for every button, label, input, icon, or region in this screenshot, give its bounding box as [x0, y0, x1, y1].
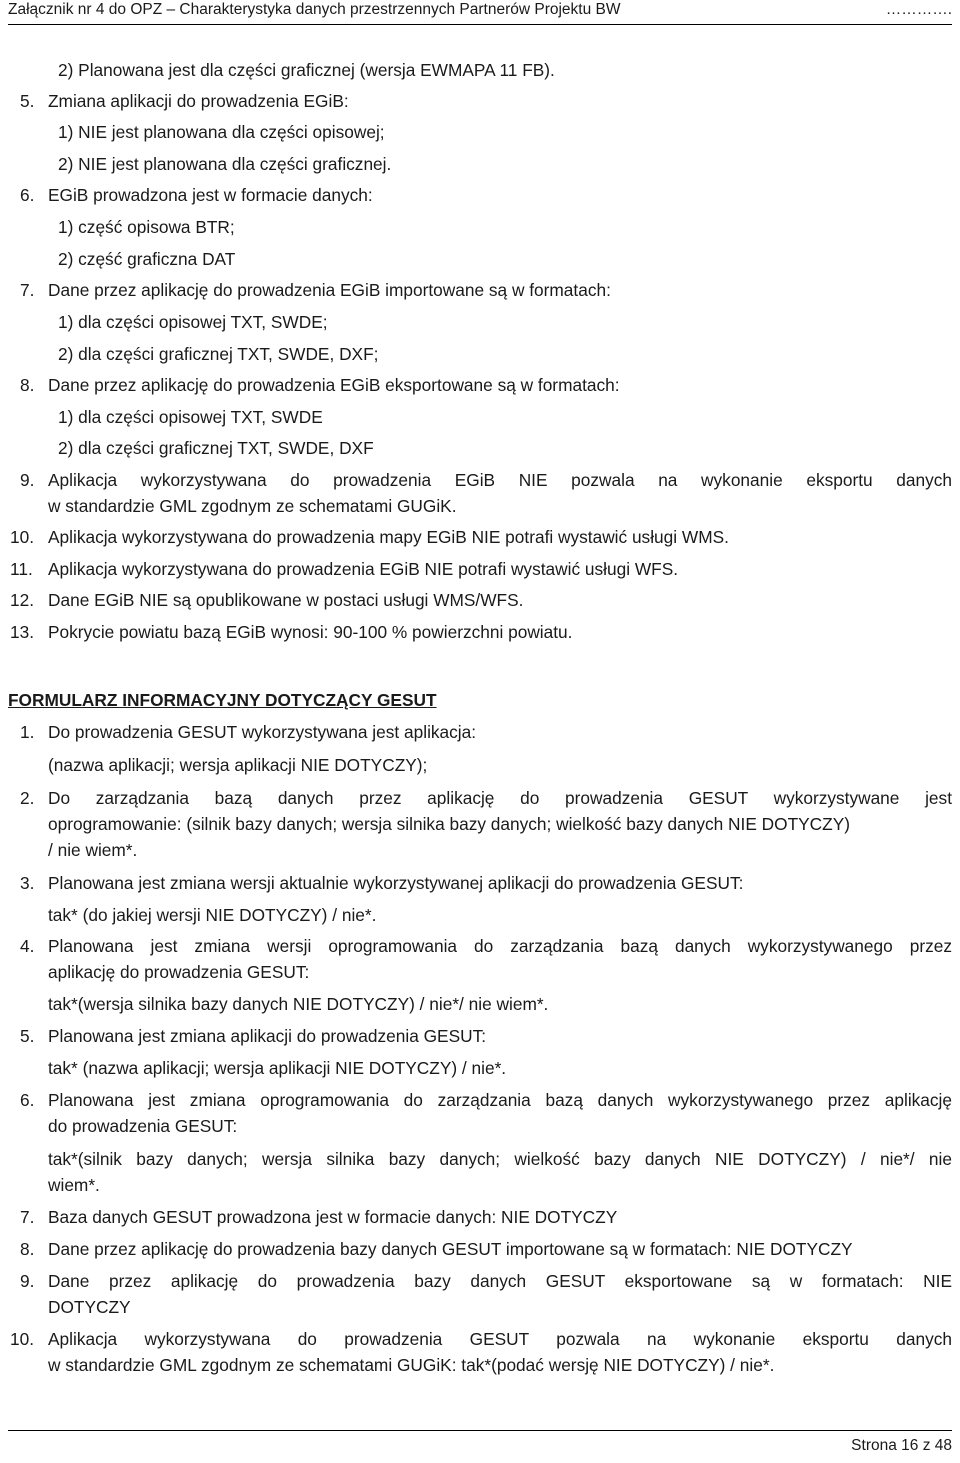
header-dots: …………. [885, 1, 952, 18]
gesut-item-6-line2: do prowadzenia GESUT: [48, 1116, 238, 1136]
egib-item-5a: 1) NIE jest planowana dla części opisowej; [58, 122, 385, 142]
egib-item-9-line2: w standardzie GML zgodnym ze schematami GUGiK. [48, 496, 457, 516]
list-number: 12. [10, 590, 35, 610]
egib-item-8b: 2) dla części graficznej TXT, SWDE, DXF [58, 438, 374, 458]
egib-item-7: Dane przez aplikację do prowadzenia EGiB importowane są w formatach: [48, 280, 611, 300]
list-number: 13. [10, 622, 35, 642]
egib-item-12: Dane EGiB NIE są opublikowane w postaci usługi WMS/WFS. [48, 590, 524, 610]
egib-item-5b: 2) NIE jest planowana dla części graficznej. [58, 154, 392, 174]
list-number: 2. [20, 788, 35, 808]
gesut-item-4-detail: tak*(wersja silnika bazy danych NIE DOTYCZY) / nie*/ nie wiem*. [48, 994, 549, 1014]
list-number: 8. [20, 1239, 35, 1259]
gesut-item-9-line1: Dane przez aplikację do prowadzenia bazy danych GESUT eksportowane są w formatach: NIE [48, 1271, 952, 1291]
gesut-item-5-detail: tak* (nazwa aplikacji; wersja aplikacji NIE DOTYCZY) / nie*. [48, 1058, 507, 1078]
list-number: 5. [20, 91, 35, 111]
egib-item-9-line1: Aplikacja wykorzystywana do prowadzenia EGiB NIE pozwala na wykonanie eksportu danych [48, 470, 952, 490]
header-title: Załącznik nr 4 do OPZ – Charakterystyka danych przestrzennych Partnerów Projektu BW [8, 1, 621, 18]
list-number: 4. [20, 936, 35, 956]
gesut-item-9-line2: DOTYCZY [48, 1297, 131, 1317]
gesut-item-2-line2: oprogramowanie: (silnik bazy danych; wersja silnika bazy danych; wielkość bazy danych NIE DOTYCZY) [48, 814, 850, 834]
egib-item-11: Aplikacja wykorzystywana do prowadzenia EGiB NIE potrafi wystawić usługi WFS. [48, 559, 679, 579]
gesut-item-4-line1: Planowana jest zmiana wersji oprogramowania do zarządzania bazą danych wykorzystywanego przez [48, 936, 952, 956]
egib-item-8: Dane przez aplikację do prowadzenia EGiB eksportowane są w formatach: [48, 375, 620, 395]
gesut-item-5: Planowana jest zmiana aplikacji do prowadzenia GESUT: [48, 1026, 487, 1046]
egib-item-4b: 2) Planowana jest dla części graficznej (wersja EWMAPA 11 FB). [58, 60, 555, 80]
egib-item-6a: 1) część opisowa BTR; [58, 217, 235, 237]
page-number: Strona 16 z 48 [851, 1437, 952, 1454]
gesut-item-6-detail-line1: tak*(silnik bazy danych; wersja silnika bazy danych; wielkość bazy danych NIE DOTYCZY) / nie*/ nie [48, 1149, 952, 1169]
gesut-item-6-detail-line2: wiem*. [48, 1175, 100, 1195]
gesut-item-2-line1: Do zarządzania bazą danych przez aplikację do prowadzenia GESUT wykorzystywane jest [48, 788, 952, 808]
list-number: 6. [20, 185, 35, 205]
list-number: 7. [20, 1207, 35, 1227]
gesut-item-3: Planowana jest zmiana wersji aktualnie wykorzystywanej aplikacji do prowadzenia GESUT: [48, 873, 744, 893]
list-number: 3. [20, 873, 35, 893]
egib-item-6: EGiB prowadzona jest w formacie danych: [48, 185, 373, 205]
gesut-item-10-line1: Aplikacja wykorzystywana do prowadzenia GESUT pozwala na wykonanie eksportu danych [48, 1329, 952, 1349]
list-number: 9. [20, 1271, 35, 1291]
list-number: 8. [20, 375, 35, 395]
section-heading-gesut: FORMULARZ INFORMACYJNY DOTYCZĄCY GESUT [8, 690, 437, 710]
gesut-item-10-line2: w standardzie GML zgodnym ze schematami GUGiK: tak*(podać wersję NIE DOTYCZY) / nie*. [48, 1355, 775, 1375]
gesut-item-1: Do prowadzenia GESUT wykorzystywana jest aplikacja: [48, 722, 477, 742]
list-number: 7. [20, 280, 35, 300]
list-number: 11. [10, 559, 33, 579]
egib-item-7a: 1) dla części opisowej TXT, SWDE; [58, 312, 328, 332]
egib-item-10: Aplikacja wykorzystywana do prowadzenia mapy EGiB NIE potrafi wystawić usługi WMS. [48, 527, 729, 547]
egib-item-13: Pokrycie powiatu bazą EGiB wynosi: 90-100 % powierzchni powiatu. [48, 622, 573, 642]
gesut-item-7: Baza danych GESUT prowadzona jest w formacie danych: NIE DOTYCZY [48, 1207, 618, 1227]
egib-item-6b: 2) część graficzna DAT [58, 249, 236, 269]
gesut-item-8: Dane przez aplikację do prowadzenia bazy danych GESUT importowane są w formatach: NIE DOTYCZY [48, 1239, 853, 1259]
list-number: 10. [10, 1329, 35, 1349]
gesut-item-3-detail: tak* (do jakiej wersji NIE DOTYCZY) / nie*. [48, 905, 377, 925]
list-number: 5. [20, 1026, 35, 1046]
list-number: 6. [20, 1090, 35, 1110]
list-number: 1. [20, 722, 35, 742]
gesut-item-6-line1: Planowana jest zmiana oprogramowania do zarządzania bazą danych wykorzystywanego przez aplikację [48, 1090, 952, 1110]
footer-divider [8, 1430, 952, 1431]
list-number: 9. [20, 470, 35, 490]
gesut-item-4-line2: aplikację do prowadzenia GESUT: [48, 962, 310, 982]
gesut-item-2-line3: / nie wiem*. [48, 840, 138, 860]
egib-item-7b: 2) dla części graficznej TXT, SWDE, DXF; [58, 344, 379, 364]
egib-item-8a: 1) dla części opisowej TXT, SWDE [58, 407, 323, 427]
egib-item-5: Zmiana aplikacji do prowadzenia EGiB: [48, 91, 349, 111]
list-number: 10. [10, 527, 35, 547]
gesut-item-1-detail: (nazwa aplikacji; wersja aplikacji NIE DOTYCZY); [48, 755, 428, 775]
